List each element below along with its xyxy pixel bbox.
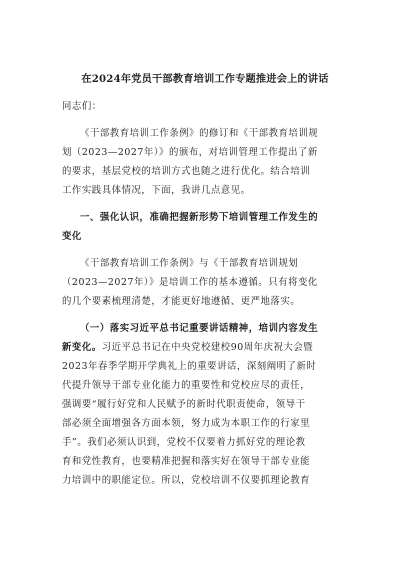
paragraph-line: 手”。我们必须认识到，党校不仅要着力抓好党的理论教 (62, 437, 306, 448)
paragraph-line: 力培训中的职能定位。所以，党校培训不仅要抓理论教育 (62, 475, 311, 486)
paragraph-line: 2023年春季学期开学典礼上的重要讲话，深刻阐明了新时 (62, 361, 317, 372)
paragraph-line: 的要求，基层党校的培训方式也随之进行优化。结合培训 (62, 166, 311, 177)
paragraph-line: 部必须全面增强各方面本领，努力成为本职工作的行家里 (62, 418, 311, 429)
paragraph-line: 代提升领导干部专业化能力的重要性和党校应尽的责任， (62, 380, 311, 391)
paragraph-line: 的几个要素梳理清楚，才能更好地遵循、更严地落实。 (62, 296, 301, 307)
document-title: 在2024年党员干部教育培训工作专题推进会上的讲话 (81, 73, 329, 85)
paragraph-line: 育和党性教育，也要精准把握和落实好在领导干部专业能 (62, 456, 311, 467)
section-heading: 一、强化认识，准确把握新形势下培训管理工作发生的 (80, 212, 319, 223)
subsection-heading-tail: 新变化。 (62, 342, 102, 353)
paragraph-line: 工作实践具体情况，下面，我讲几点意见。 (62, 185, 251, 196)
paragraph-line: 《干部教育培训工作条例》与《干部教育培训规划 (80, 258, 299, 269)
subsection-heading: （一）落实习近平总书记重要讲话精神，培训内容发生 (80, 323, 319, 334)
paragraph-line: （2023—2027年）》是培训工作的基本遵循。只有将变化 (62, 277, 318, 288)
paragraph-line: 《干部教育培训工作条例》的修订和《干部教育培训规 (80, 128, 319, 139)
paragraph-line: 划（2023—2027年）》的颁布，对培训管理工作提出了新 (62, 147, 318, 158)
paragraph-line: 强调要“履行好党和人民赋予的新时代职责使命，领导干 (62, 399, 306, 410)
paragraph-text: 习近平总书记在中央党校建校90周年庆祝大会暨 (101, 342, 314, 353)
paragraph-line (62, 339, 313, 353)
greeting: 同志们： (62, 101, 102, 112)
section-heading: 变化 (62, 231, 82, 242)
